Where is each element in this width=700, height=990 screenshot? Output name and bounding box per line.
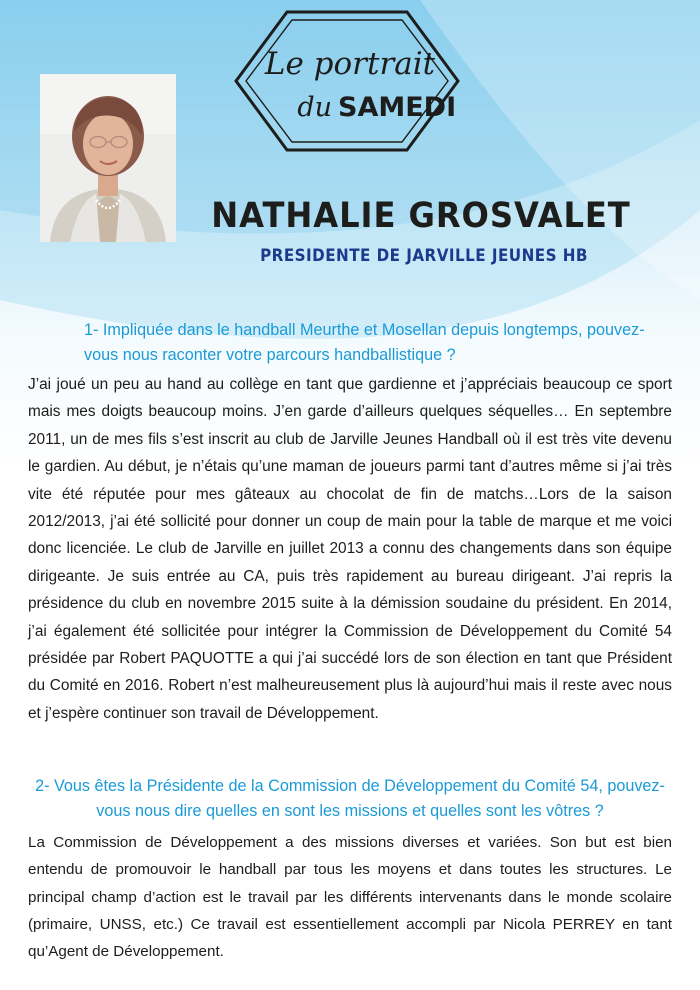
portrait-photo xyxy=(40,74,176,242)
portrait-du-samedi-logo xyxy=(232,6,462,156)
badge-samedi: SAMEDI xyxy=(338,92,457,123)
badge-du: du xyxy=(297,92,332,123)
answer-1: J’ai joué un peu au hand au collège en tant que gardienne et j’appréciais beaucoup ce sport mais mes doigts beaucoup moins. J’en garde d’ailleurs quelques séquelles… En septembre 2011, un de mes fils s’est inscrit au club de Jarville Jeunes Handball où il est très vite devenu le gardien. Au début, je n’étais qu’une maman de joueurs parmi tant d’autres même si j’ai très vite été réputée pour mes gâteaux au chocolat de fin de matchs…Lors de la saison 2012/2013, j’ai été sollicité pour donner un coup de main pour la table de marque et me voici donc licenciée. Le club de Jarville en juillet 2013 a connu des changements dans son équipe dirigeante. Je suis entrée au CA, puis très rapidement au bureau dirigeant. J’ai repris la présidence du club en novembre 2015 suite à la démission soudaine du président. En 2014, j’ai également été sollicitée pour intégrer la Commission de Développement du Comité 54 présidée par Robert PAQUOTTE a qui j’ai succédé lors de son élection en tant que Président du Comité en 2016. Robert n’est malheureusement plus là aujourd’hui mais il reste avec nous et j’espère continuer son travail de Développement. xyxy=(28,376,672,722)
person-role: PRESIDENTE DE JARVILLE JEUNES HB xyxy=(260,246,588,265)
question-1: 1- Impliquée dans le handball Meurthe et Mosellan depuis longtemps, pouvez-vous nous raconter votre parcours handballistique ? xyxy=(84,321,645,364)
badge-line1: Le portrait xyxy=(264,46,436,82)
question-2: 2- Vous êtes la Présidente de la Commission de Développement du Comité 54, pouvez-vous nous dire quelles en sont les missions et quelles sont les vôtres ? xyxy=(35,777,665,820)
answer-2: La Commission de Développement a des missions diverses et variées. Son but est bien entendu de promouvoir le handball par tous les moyens et dans toutes les structures. Le principal champ d’action est le travail par les différents intervenants dans le monde scolaire (primaire, UNSS, etc.) Ce travail est essentiellement accompli par Nicola PERREY en tant qu’Agent de Développement. xyxy=(28,834,672,961)
person-name: NATHALIE GROSVALET xyxy=(211,196,631,236)
